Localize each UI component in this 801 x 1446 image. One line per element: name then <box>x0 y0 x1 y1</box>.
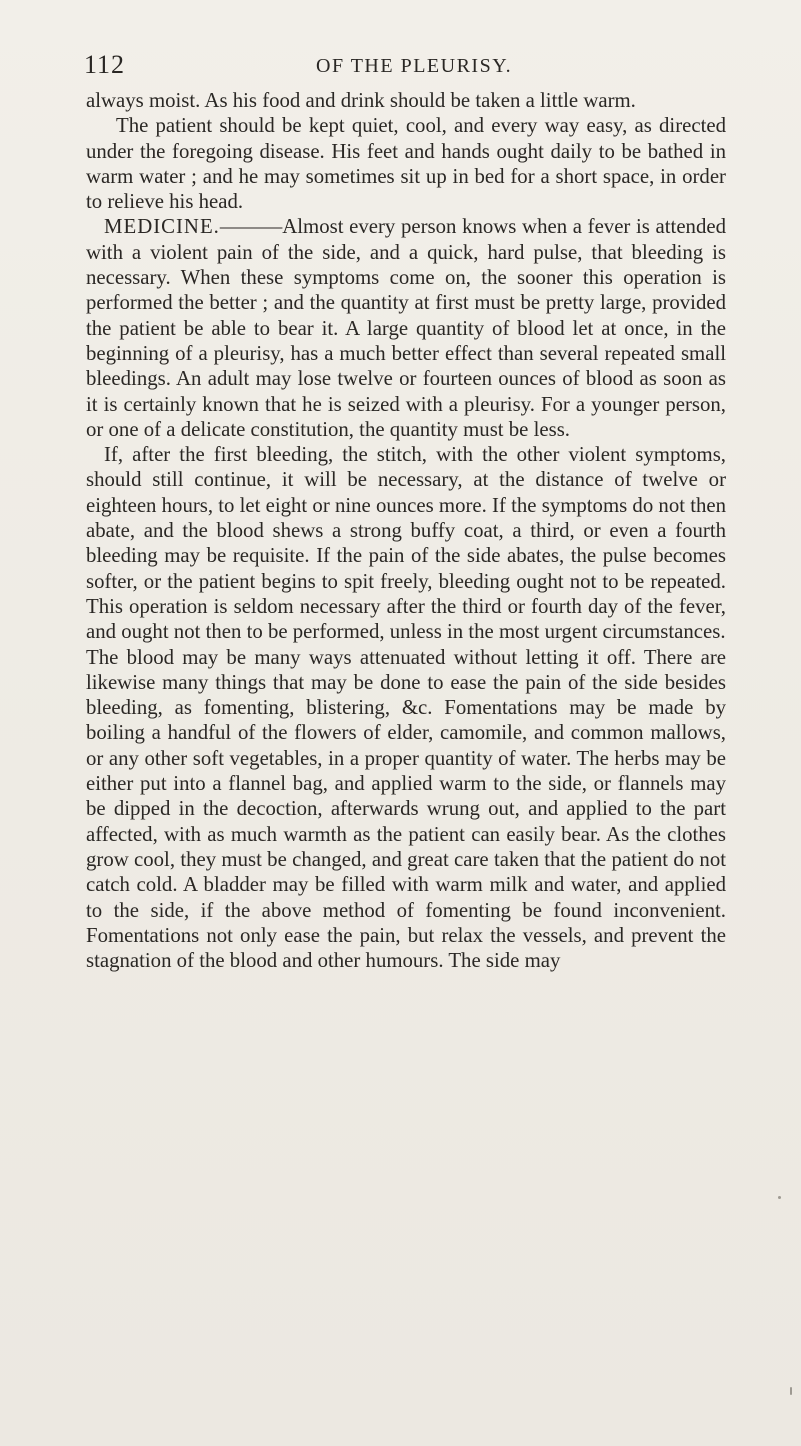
page-header <box>84 50 704 84</box>
medicine-body-text: is attended with a violent pain of the side, and a quick, hard pulse, that bleeding is necessary. When these symptoms come on, the sooner this operation is performed the better ; and the quantity at first must be pretty large, provided the patient be able to bear it. A large quantity of blood let at once, in the beginning of a pleurisy, has a much better effect than several repeated small bleedings. An adult may lose twelve or fourteen ounces of blood as soon as it is certainly known that he is seized with a pleurisy. For a younger person, or one of a delicate constitution, the quantity must be less. <box>86 215 726 441</box>
paragraph-patient-care: The patient should be kept quiet, cool, and every way easy, as directed under the foregoing disease. His feet and hands ought daily to be bathed in warm water ; and he may sometimes sit up in bed for a short space, in order to relieve his head. <box>86 114 726 214</box>
paragraph-repeat-bleeding: If, after the first bleeding, the stitch, with the other violent symptoms, should still continue, it will be necessary, at the distance of twelve or eighteen hours, to let eight or nine ounces more. If the symptoms do not then abate, and the blood shews a strong buffy coat, a third, or even a fourth bleeding may be requisite. If the pain of the side abates, the pulse becomes softer, or the patient begins to spit freely, bleeding ought not to be repeated. This operation is seldom necessary after the third or fourth day of the fever, and ought not then to be performed, unless in the most urgent circumstances. <box>86 443 726 644</box>
paragraph-medicine <box>86 214 726 442</box>
medicine-lead-text: Almost every person knows when a fever <box>282 215 631 239</box>
paper-speck <box>778 1196 781 1199</box>
paper-speck <box>790 1387 792 1395</box>
paragraph-continuation: always moist. As his food and drink should be taken a little warm. <box>86 89 636 112</box>
body-text <box>86 88 726 973</box>
paragraph-fomentation: The blood may be many ways attenuated without letting it off. There are likewise many things that may be done to ease the pain of the side besides bleeding, as fomenting, blistering, &c. Fomentations may be made by boiling a handful of the flowers of elder, camomile, and common mallows, or any other soft vegetables, in a proper quantity of water. The herbs may be either put into a flannel bag, and applied warm to the side, or flannels may be dipped in the decoction, afterwards wrung out, and applied to the part affected, with as much warmth as the patient can easily bear. As the clothes grow cool, they must be changed, and great care taken that the patient do not catch cold. A bladder may be filled with warm milk and water, and applied to the side, if the above method of fomenting be found inconvenient. Fomentations not only ease the pain, but relax the vessels, and prevent the stagnation of the blood and other humours. The side may <box>86 645 726 973</box>
em-rule: ——— <box>219 215 283 239</box>
section-heading-medicine: MEDICINE. <box>104 215 220 239</box>
page-number: 112 <box>84 50 126 79</box>
running-head: OF THE PLEURISY. <box>316 55 513 77</box>
